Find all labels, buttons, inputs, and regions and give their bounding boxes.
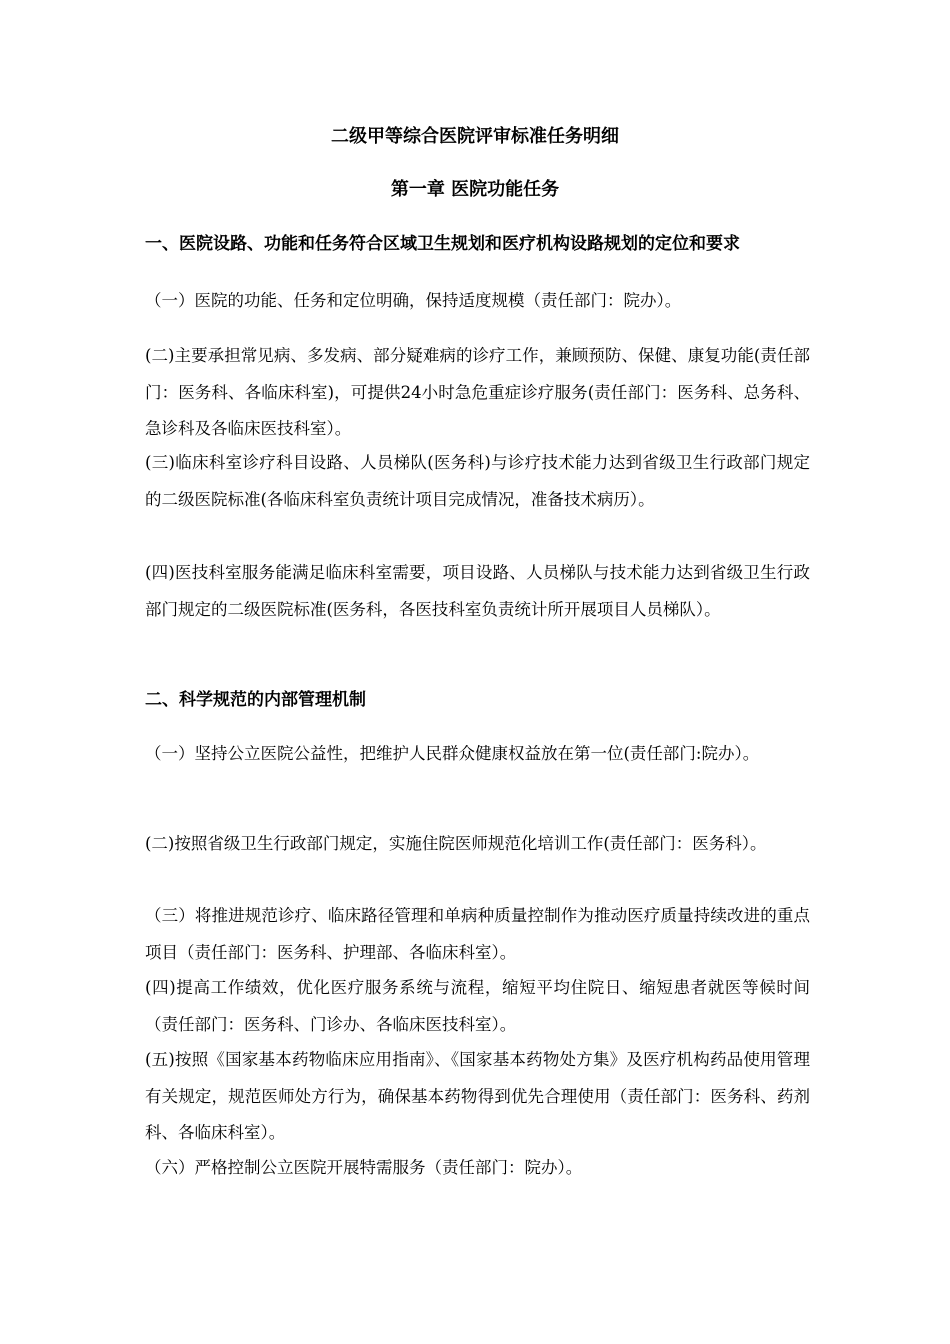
section-heading-2: 二、科学规范的内部管理机制 xyxy=(145,690,366,710)
section-1-item-1: （一）医院的功能、任务和定位明确，保持适度规模（责任部门：院办）。 xyxy=(145,291,682,310)
chapter-title: 第一章 医院功能任务 xyxy=(390,179,560,200)
section-heading-1: 一、医院设路、功能和任务符合区域卫生规划和医疗机构设路规划的定位和要求 xyxy=(145,234,740,254)
section-2-item-6: （六）严格控制公立医院开展特需服务（责任部门：院办）。 xyxy=(145,1158,583,1177)
section-2-item-2: (二)按照省级卫生行政部门规定，实施住院医师规范化培训工作(责任部门：医务科）。 xyxy=(145,834,767,853)
document-title: 二级甲等综合医院评审标准任务明细 xyxy=(331,126,619,147)
section-1-item-3: (三)临床科室诊疗科目设路、人员梯队(医务科)与诊疗技术能力达到省级卫生行政部门规定的二级医院标准(各临床科室负责统计项目完成情况，准备技术病历）。 xyxy=(145,453,810,509)
section-1-item-4: (四)医技科室服务能满足临床科室需要，项目设路、人员梯队与技术能力达到省级卫生行政部门规定的二级医院标准(医务科，各医技科室负责统计所开展项目人员梯队）。 xyxy=(145,563,810,619)
section-2-item-1: （一）坚持公立医院公益性，把维护人民群众健康权益放在第一位(责任部门:院办）。 xyxy=(145,744,760,763)
section-2-item-4: (四)提高工作绩效，优化医疗服务系统与流程，缩短平均住院日、缩短患者就医等候时间（责任部门：医务科、门诊办、各临床医技科室）。 xyxy=(145,978,810,1034)
section-1-item-2: (二)主要承担常见病、多发病、部分疑难病的诊疗工作，兼顾预防、保健、康复功能(责任部门：医务科、各临床科室)，可提供24小时急危重症诊疗服务(责任部门：医务科、总务科、急诊科及各临床医技科室）。 xyxy=(145,346,810,438)
section-2-item-3: （三）将推进规范诊疗、临床路径管理和单病种质量控制作为推动医疗质量持续改进的重点项目（责任部门：医务科、护理部、各临床科室）。 xyxy=(145,906,810,962)
section-2-item-5: (五)按照《国家基本药物临床应用指南》、《国家基本药物处方集》及医疗机构药品使用管理有关规定，规范医师处方行为，确保基本药物得到优先合理使用（责任部门：医务科、药剂科、各临床科室）。 xyxy=(145,1050,810,1142)
